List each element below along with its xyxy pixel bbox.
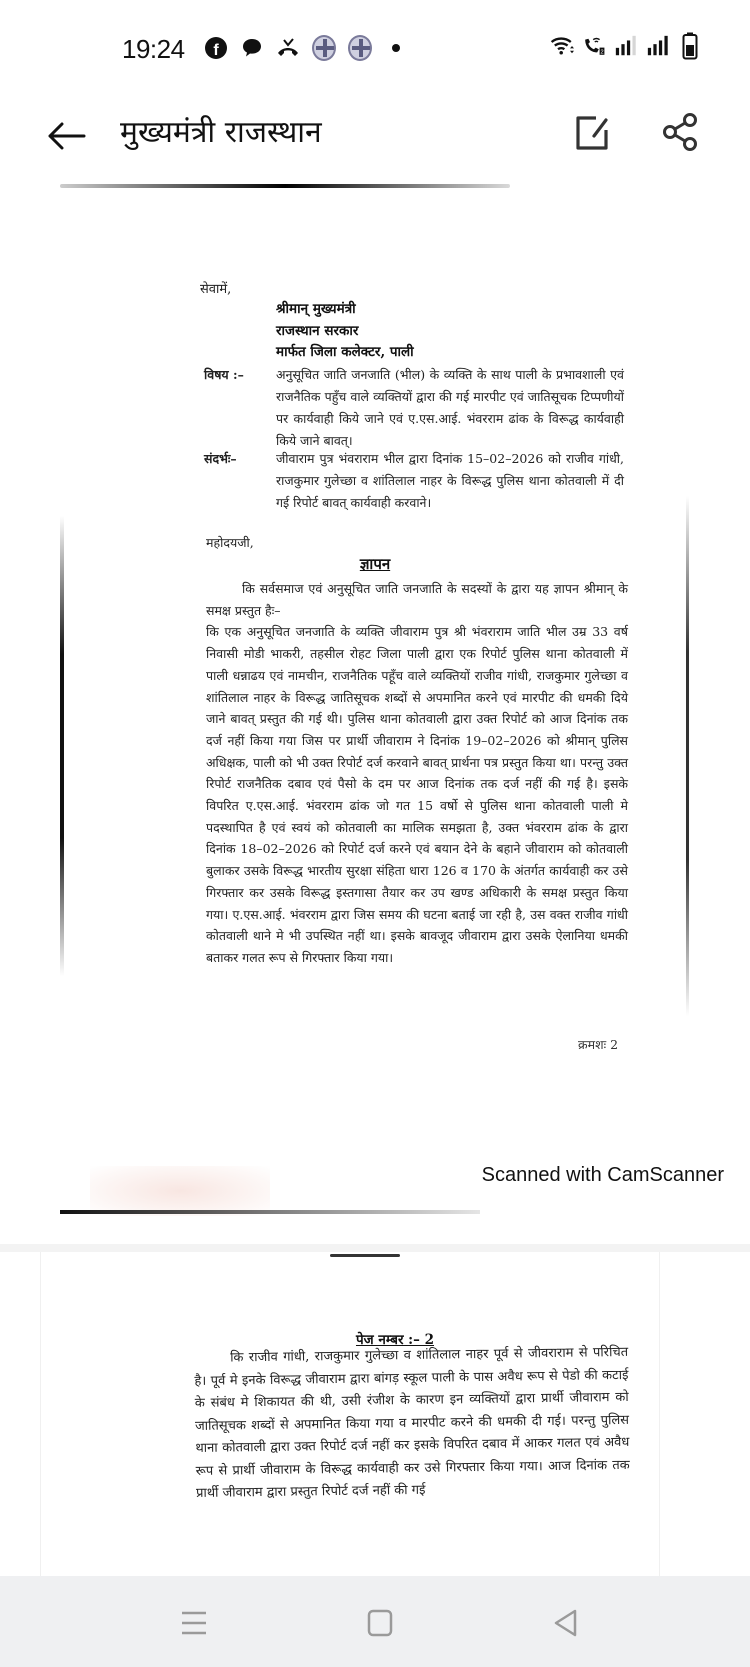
paragraph: कि सर्वसमाज एवं अनुसूचित जाति जनजाति के सदस्यों के द्वारा यह ज्ञापन श्रीमान् के समक्ष प्रस्तुत हैः– (206, 581, 628, 618)
app-bar (0, 96, 750, 186)
missed-call-icon (276, 36, 300, 60)
app-badge-icon (348, 36, 372, 60)
document-viewer[interactable] (0, 176, 750, 1576)
system-nav-bar (0, 1576, 750, 1667)
app-badge-icon (312, 36, 336, 60)
page2-body (194, 1342, 630, 1506)
greeting: महोदयजी, (206, 535, 254, 550)
wifi-calling-icon (582, 34, 606, 58)
memorandum-heading: ज्ञापन (359, 555, 391, 573)
scan-edge-top (60, 184, 510, 188)
facebook-icon: f (204, 36, 228, 60)
chat-bubble-icon (240, 36, 264, 60)
address-line: मार्फत जिला कलेक्टर, पाली (276, 344, 414, 360)
square-home-icon (365, 1608, 395, 1638)
reference-text: जीवाराम पुत्र भंवराराम भील द्वारा दिनांक 15–02–2026 को राजीव गांधी, राजकुमार गुलेच्छा व शांतिलाल नाहर के विरूद्ध पुलिस थाना कोतवाली में दी गई रिपोर्ट बावत् कार्यवाही करवाने। (276, 451, 624, 510)
document-page-2 (0, 1252, 750, 1576)
system-icons (550, 34, 702, 58)
scan-edge-top (330, 1254, 400, 1257)
status-bar (0, 0, 750, 96)
notification-dot-icon (384, 36, 408, 60)
back-button[interactable] (44, 114, 88, 158)
paragraph: कि एक अनुसूचित जनजाति के व्यक्ति जीवाराम पुत्र श्री भंवराराम जाति भील उम्र 33 वर्ष निवासी मोडी भाकरी, तहसील रोहट जिला पाली द्वारा एक रिपोर्ट पुलिस थाना कोतवाली में पाली धन्नाढय एवं नामचीन, राजनैतिक पहूँच वाले व्यक्तियों राजीव गांधी, राजकुमार गुलेच्छा व शांतिलाल नाहर के विरूद्ध जातिसूचक शब्दों से अपमानित करने एवं मारपीट की धमकी दिये जाने बावत् प्रस्तुत की गई थी। पुलिस थाना कोतवाली द्वारा उक्त रिपोर्ट को आज दिनांक तक दर्ज नहीं किया गया जिस पर प्रार्थी जीवाराम ने दिनांक 19–02–2026 को श्रीमान् पुलिस अधिक्षक, पाली को भी उक्त रिपोर्ट दर्ज करवाने बावत् प्रार्थना पत्र प्रस्तुत किया था। परन्तु उक्त रिपोर्ट राजनैतिक दबाव एवं पैसो के दम पर आज दिनांक तक दर्ज नहीं की गई है। इसके विपरित ए.एस.आई. भंवरराम ढांक जो गत 15 वर्षो से पुलिस थाना कोतवाली पाली मे पदस्थापित है एवं स्वयं को कोतवाली का मालिक समझता है, उक्त भंवरराम ढांक के द्वारा दिनांक 18–02–2026 को रिपोर्ट दर्ज करने एवं बयान देने के बहाने जीवाराम को कोतवाली बुलाकर उसके विरूद्ध भारतीय सुरक्षा संहिता धारा 126 व 170 के अंतर्गत कार्यवाही कर उसे गिरफ्तार कर उसके विरूद्ध इस्तगासा तैयार कर उप खण्ड अधिकारी के समक्ष प्रस्तुत किया गया। ए.एस.आई. भंवरराम द्वारा जिस समय की घटना बताई जा रही है, उस वक्त राजीव गांधी कोतवाली थाने मे भी उपस्थित नहीं था। इसके बावजूद जीवाराम द्वारा उसके ऐलानिया धमकी बताकर गलत रूप से गिरफ्तार किया गया। (206, 624, 628, 965)
share-icon (660, 112, 700, 152)
edit-button[interactable] (572, 112, 616, 156)
home-button[interactable] (352, 1598, 408, 1648)
signal-sim2-icon (646, 34, 670, 58)
edit-icon (572, 112, 612, 152)
camscanner-watermark: Scanned with CamScanner (481, 1164, 724, 1186)
scan-edge-left (60, 516, 64, 976)
scan-edge-bottom (60, 1210, 480, 1214)
triangle-back-icon (551, 1608, 581, 1638)
paragraph: कि राजीव गांधी, राजकुमार गुलेच्छा व शांतिलाल नाहर पूर्व से जीवराराम से परिचित है। पूर्व मे इनके विरूद्ध जीवाराम द्वारा बांगड़ स्कूल पाली के पास अवैध रूप से पेडो की कटाई के संबंध मे शिकायत की थी, उसी रंजीश के कारण इन व्यक्तियों द्वारा प्रार्थी जीवाराम को जातिसूचक शब्दों से अपमानित किया गया व मारपीट करने की धमकी दी गई। परन्तु पुलिस थाना कोतवाली द्वारा उक्त रिपोर्ट दर्ज नहीं कर इसके विपरित दबाव में आकर गलत एवं अवैध रूप से प्रार्थी जीवाराम के विरूद्ध कार्यवाही कर उसे गिरफ्तार किया गया। आज दिनांक तक प्रार्थी जीवाराम द्वारा प्रस्तुत रिपोर्ट दर्ज नहीं की गई (194, 1344, 630, 1501)
svg-text:2: 2 (600, 49, 604, 56)
scan-smudge (90, 1166, 270, 1216)
wifi-icon (550, 34, 574, 58)
recipient-address (276, 299, 636, 364)
scan-edge-right (686, 496, 689, 1016)
address-line: राजस्थान सरकार (276, 322, 359, 339)
nav-back-button[interactable] (538, 1598, 594, 1648)
address-line: श्रीमान् मुख्यमंत्री (276, 301, 356, 317)
share-button[interactable] (660, 112, 704, 156)
reference-label: संदर्भः– (204, 451, 237, 466)
document-page-1 (0, 176, 750, 1244)
salutation: सेवामें, (200, 282, 232, 297)
signal-sim1-icon (614, 34, 638, 58)
battery-icon (678, 34, 702, 58)
continued-marker: क्रमशः 2 (578, 1037, 619, 1052)
arrow-left-icon (46, 121, 86, 151)
menu-lines-icon (179, 1608, 209, 1638)
memorandum-body (206, 578, 628, 969)
page-number-heading: पेज नम्बर :– 2 (355, 1332, 435, 1348)
recent-apps-button[interactable] (166, 1598, 222, 1648)
subject-label: विषय :– (204, 367, 244, 382)
app-title: मुख्यमंत्री राजस्थान (120, 115, 322, 150)
subject-text: अनुसूचित जाति जनजाति (भील) के व्यक्ति के साथ पाली के प्रभावशाली एवं राजनैतिक पहुँच वाले व्यक्तियों द्वारा की गई मारपीट एवं जातिसूचक टिप्पणीयों पर कार्यवाही किये जाने एवं ए.एस.आई. भंवरराम ढांक के विरूद्ध कार्यवाही किये जाने बावत्। (276, 367, 624, 448)
notification-icons (204, 36, 408, 60)
status-time: 19:24 (122, 34, 185, 64)
